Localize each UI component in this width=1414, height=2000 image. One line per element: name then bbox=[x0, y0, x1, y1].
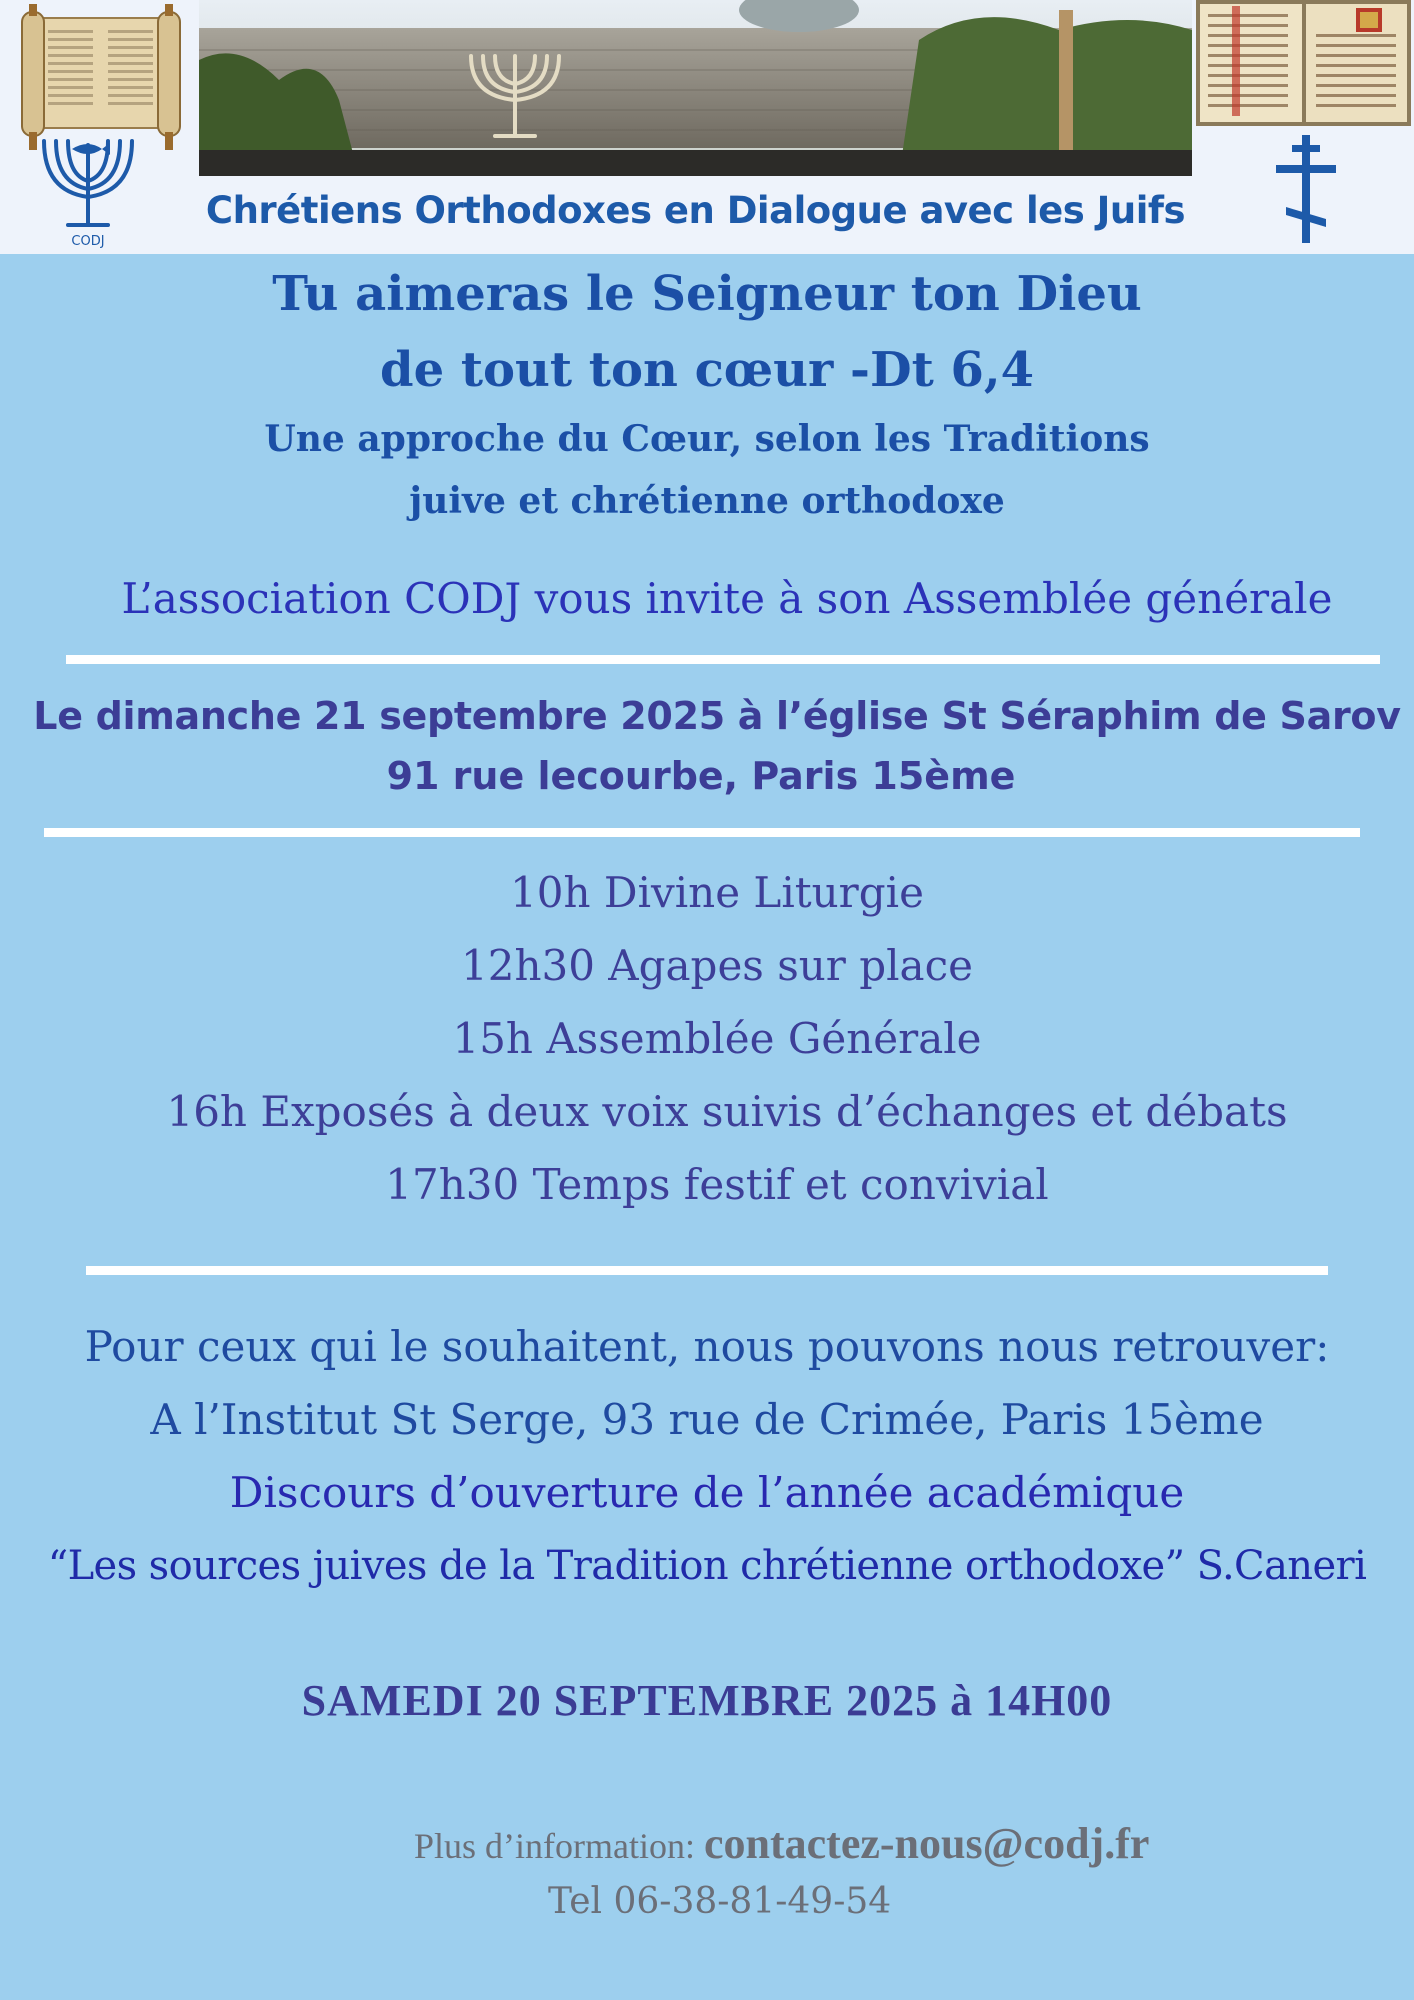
codj-logo-text: CODJ bbox=[71, 234, 105, 249]
invitation-text: L’association CODJ vous invite à son Assemblée générale bbox=[121, 574, 1333, 623]
extra-line1: Pour ceux qui le souhaitent, nous pouvons nous retrouver: bbox=[84, 1322, 1330, 1371]
theme-subtitle-line1: Une approche du Cœur, selon les Traditions bbox=[264, 418, 1150, 460]
theme-title-line2: de tout ton cœur -Dt 6,4 bbox=[380, 342, 1034, 398]
divider-2 bbox=[44, 828, 1360, 837]
banner-title: Chrétiens Orthodoxes en Dialogue avec les Juifs bbox=[205, 189, 1186, 232]
program-item: 17h30 Temps festif et convivial bbox=[385, 1160, 1049, 1209]
western-wall-photo bbox=[199, 0, 1192, 176]
program-item: 15h Assemblée Générale bbox=[452, 1014, 982, 1063]
event-address: 91 rue lecourbe, Paris 15ème bbox=[386, 754, 1016, 798]
event-date-place: Le dimanche 21 septembre 2025 à l’église St Séraphim de Sarov bbox=[33, 694, 1401, 738]
contact-phone: Tel 06-38-81-49-54 bbox=[548, 1881, 892, 1922]
orthodox-cross-icon bbox=[1270, 135, 1342, 243]
divider-3 bbox=[86, 1266, 1328, 1275]
program-item: 16h Exposés à deux voix suivis d’échanges et débats bbox=[166, 1087, 1288, 1136]
program-item: 10h Divine Liturgie bbox=[510, 868, 924, 917]
theme-title: Tu aimeras le Seigneur ton Dieu bbox=[272, 266, 1142, 322]
program-item: 12h30 Agapes sur place bbox=[461, 941, 973, 990]
contact-line bbox=[414, 1816, 1149, 1882]
theme-subtitle-line2: juive et chrétienne orthodoxe bbox=[409, 480, 1005, 522]
extra-line2: A l’Institut St Serge, 93 rue de Crimée, Paris 15ème bbox=[150, 1395, 1264, 1444]
extra-line3: Discours d’ouverture de l’année académique bbox=[229, 1468, 1185, 1517]
contact-email-link[interactable]: contactez-nous@codj.fr bbox=[704, 1819, 1150, 1868]
codj-logo bbox=[38, 135, 138, 249]
extra-line4: “Les sources juives de la Tradition chrétienne orthodoxe” S.Caneri bbox=[47, 1543, 1367, 1589]
manuscript-image bbox=[1196, 0, 1411, 126]
contact-label: Plus d’information: bbox=[414, 1826, 704, 1866]
divider-1 bbox=[66, 655, 1380, 664]
torah-scroll-image bbox=[8, 4, 194, 152]
samedi-date: SAMEDI 20 SEPTEMBRE 2025 à 14H00 bbox=[301, 1676, 1113, 1725]
